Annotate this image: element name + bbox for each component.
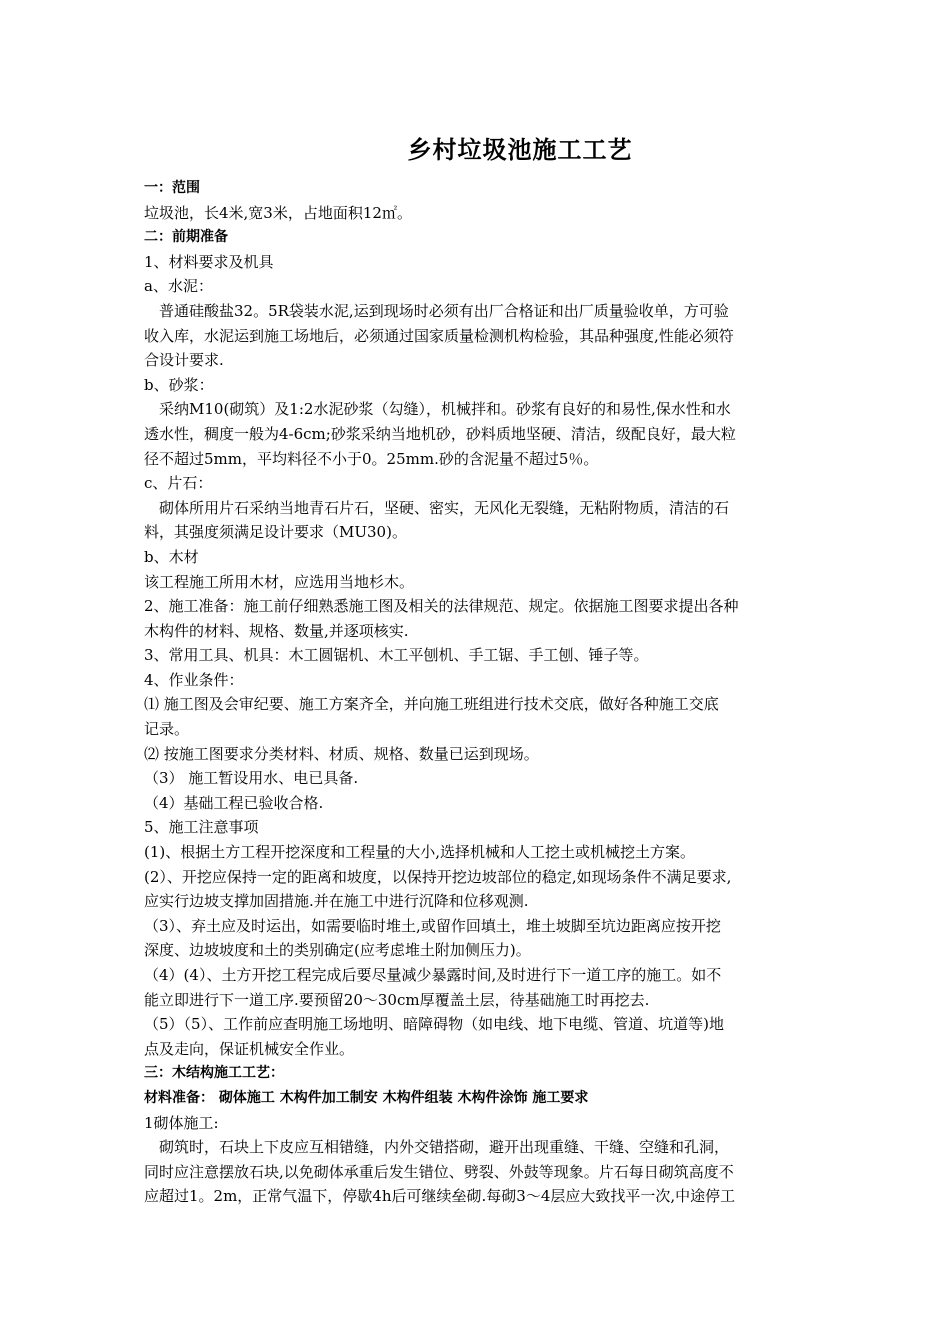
text-line: 点及走向，保证机械安全作业。 [144,1039,355,1058]
text-line: 该工程施工所用木材，应选用当地杉木。 [144,572,415,591]
text-line: 记录。 [144,720,190,739]
text-line: 3、常用工具、机具：木工圆锯机、木工平刨机、手工锯、手工刨、锤子等。 [144,646,649,665]
text-line: 合设计要求. [144,351,224,370]
text-line: 砌筑时，石块上下皮应互相错缝，内外交错搭砌，避开出现重缝、干缝、空缝和孔洞， [159,1138,730,1157]
section-heading: 二：前期准备 [144,229,228,246]
text-line: 普通硅酸盐32。5R袋装水泥,运到现场时必须有出厂合格证和出厂质量验收单，方可验 [159,301,729,320]
text-line: 收入库，水泥运到施工场地后，必须通过国家质量检测机构检验，其品种强度,性能必须符 [144,326,734,345]
text-line: 垃圾池，长4米,宽3米，占地面积12㎡。 [144,203,412,222]
text-line: 木构件的材料、规格、数量,并逐项核实. [144,621,409,640]
document-title: 乡村垃圾池施工工艺 [407,136,633,164]
text-line: （3）、弃土应及时运出，如需要临时堆土,或留作回填土，堆土坡脚至坑边距离应按开挖 [144,916,721,935]
text-line: 4、作业条件： [144,670,244,689]
text-line: 1砌体施工: [144,1113,219,1132]
document-page [144,130,816,1209]
text-line: (1)、根据土方工程开挖深度和工程量的大小,选择机械和人工挖土或机械挖土方案。 [144,843,696,862]
section-heading: 三：木结构施工工艺： [144,1065,284,1082]
text-line: （4）基础工程已验收合格. [144,793,324,812]
text-line: b、砂浆： [144,375,214,394]
section-heading: 一：范围 [144,180,200,196]
text-line: c、片石： [144,474,213,493]
text-line: 径不超过5mm，平均料径不小于0。25mm.砂的含泥量不超过5％。 [144,449,599,468]
text-line: 砌体所用片石采纳当地青石片石，坚硬、密实，无风化无裂缝，无粘附物质，清洁的石 [159,498,730,517]
text-line: ⑴ 施工图及会审纪要、施工方案齐全，并向施工班组进行技术交底，做好各种施工交底 [144,695,719,714]
text-line: 应超过1。2m，正常气温下，停歇4h后可继续垒砌.每砌3～4层应大致找平一次,中途停工 [144,1187,736,1206]
text-line: 应实行边坡支撑加固措施.并在施工中进行沉降和位移观测. [144,892,529,911]
text-line: 采纳M10(砌筑）及1:2水泥砂浆（勾缝），机械拌和。砂浆有良好的和易性,保水性和水 [159,400,731,419]
text-line: 料，其强度须满足设计要求（MU30)。 [144,523,407,542]
text-line: a、水泥： [144,277,213,296]
text-line: （4）(4）、土方开挖工程完成后要尽量减少暴露时间,及时进行下一道工序的施工。如不 [144,966,722,984]
text-line: 深度、边坡坡度和土的类别确定(应考虑堆土附加侧压力)。 [144,941,531,960]
text-line: 2、施工准备：施工前仔细熟悉施工图及相关的法律规范、规定。依据施工图要求提出各种 [144,597,739,616]
text-line: （5）（5）、工作前应查明施工场地明、暗障碍物（如电线、地下电缆、管道、坑道等)地 [144,1015,724,1034]
text-line: ⑵ 按施工图要求分类材料、材质、规格、数量已运到现场。 [144,744,539,763]
text-line: (2）、开挖应保持一定的距离和坡度，以保持开挖边坡部位的稳定,如现场条件不满足要求, [144,867,732,886]
text-line: 能立即进行下一道工序.要预留20～30cm厚覆盖土层，待基础施工时再挖去. [144,990,650,1009]
text-line: b、木材 [144,547,199,566]
subheading-line: 材料准备： 砌体施工 木构件加工制安 木构件组装 木构件涂饰 施工要求 [144,1089,589,1106]
text-line: （3） 施工暂设用水、电已具备. [144,769,359,788]
text-line: 1、材料要求及机具 [144,252,274,271]
text-line: 同时应注意摆放石块,以免砌体承重后发生错位、劈裂、外鼓等现象。片石每日砌筑高度不 [144,1162,734,1181]
text-line: 5、施工注意事项 [144,818,259,837]
text-line: 透水性，稠度一般为4-6cm;砂浆采纳当地机砂，砂料质地坚硬、清洁，级配良好，最大粒 [144,424,736,443]
